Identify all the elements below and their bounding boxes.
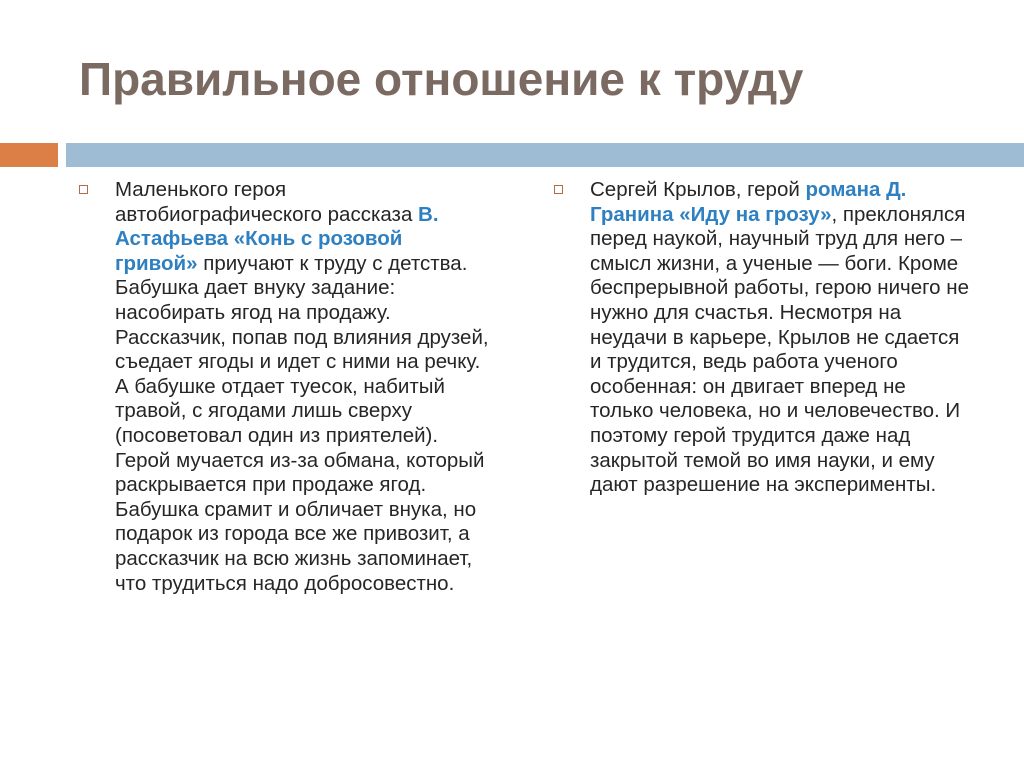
- left-paragraph: [115, 178, 490, 596]
- left-text-start: Маленького героя автобиографического рассказа: [115, 178, 419, 226]
- right-paragraph: [590, 178, 970, 498]
- left-text-end: приучают к труду с детства. Бабушка дает внуку задание: насобирать ягод на продажу. Рассказчик, попав под влияния друзей, съедает ягоды и идет с ними на речку. А бабушке отдает туесок, набитый травой, с ягодами лишь сверху (посоветовал один из приятелей). Герой мучается из-за обмана, который раскрывается при продаже ягод. Бабушка срамит и обличает внука, но подарок из города все же привозит, а рассказчик на всю жизнь запоминает, что трудиться надо добросовестно.: [115, 251, 489, 595]
- title-rule-accent: [0, 143, 58, 167]
- right-book-reference: романа Д. Гранина «Иду на грозу»: [590, 178, 907, 226]
- left-column: [115, 178, 490, 596]
- right-text-start: Сергей Крылов, герой: [590, 178, 806, 201]
- slide-title: Правильное отношение к труду: [79, 53, 804, 105]
- left-book-reference: В. Астафьева «Конь с розовой гривой»: [115, 202, 439, 275]
- square-bullet-icon: [79, 185, 88, 194]
- title-rule: [66, 143, 1024, 167]
- square-bullet-icon: [554, 185, 563, 194]
- right-text-end: , преклонялся перед наукой, научный труд для него – смысл жизни, а ученые — боги. Кроме беспрерывной работы, герою ничего не нужно для счастья. Несмотря на неудачи в карьере, Крылов не сдается и трудится, ведь работа ученого особенная: он двигает вперед не только человека, но и человечество. И поэтому герой трудится даже над закрытой темой во имя науки, и ему дают разрешение на эксперименты.: [590, 202, 969, 497]
- right-column: [590, 178, 970, 498]
